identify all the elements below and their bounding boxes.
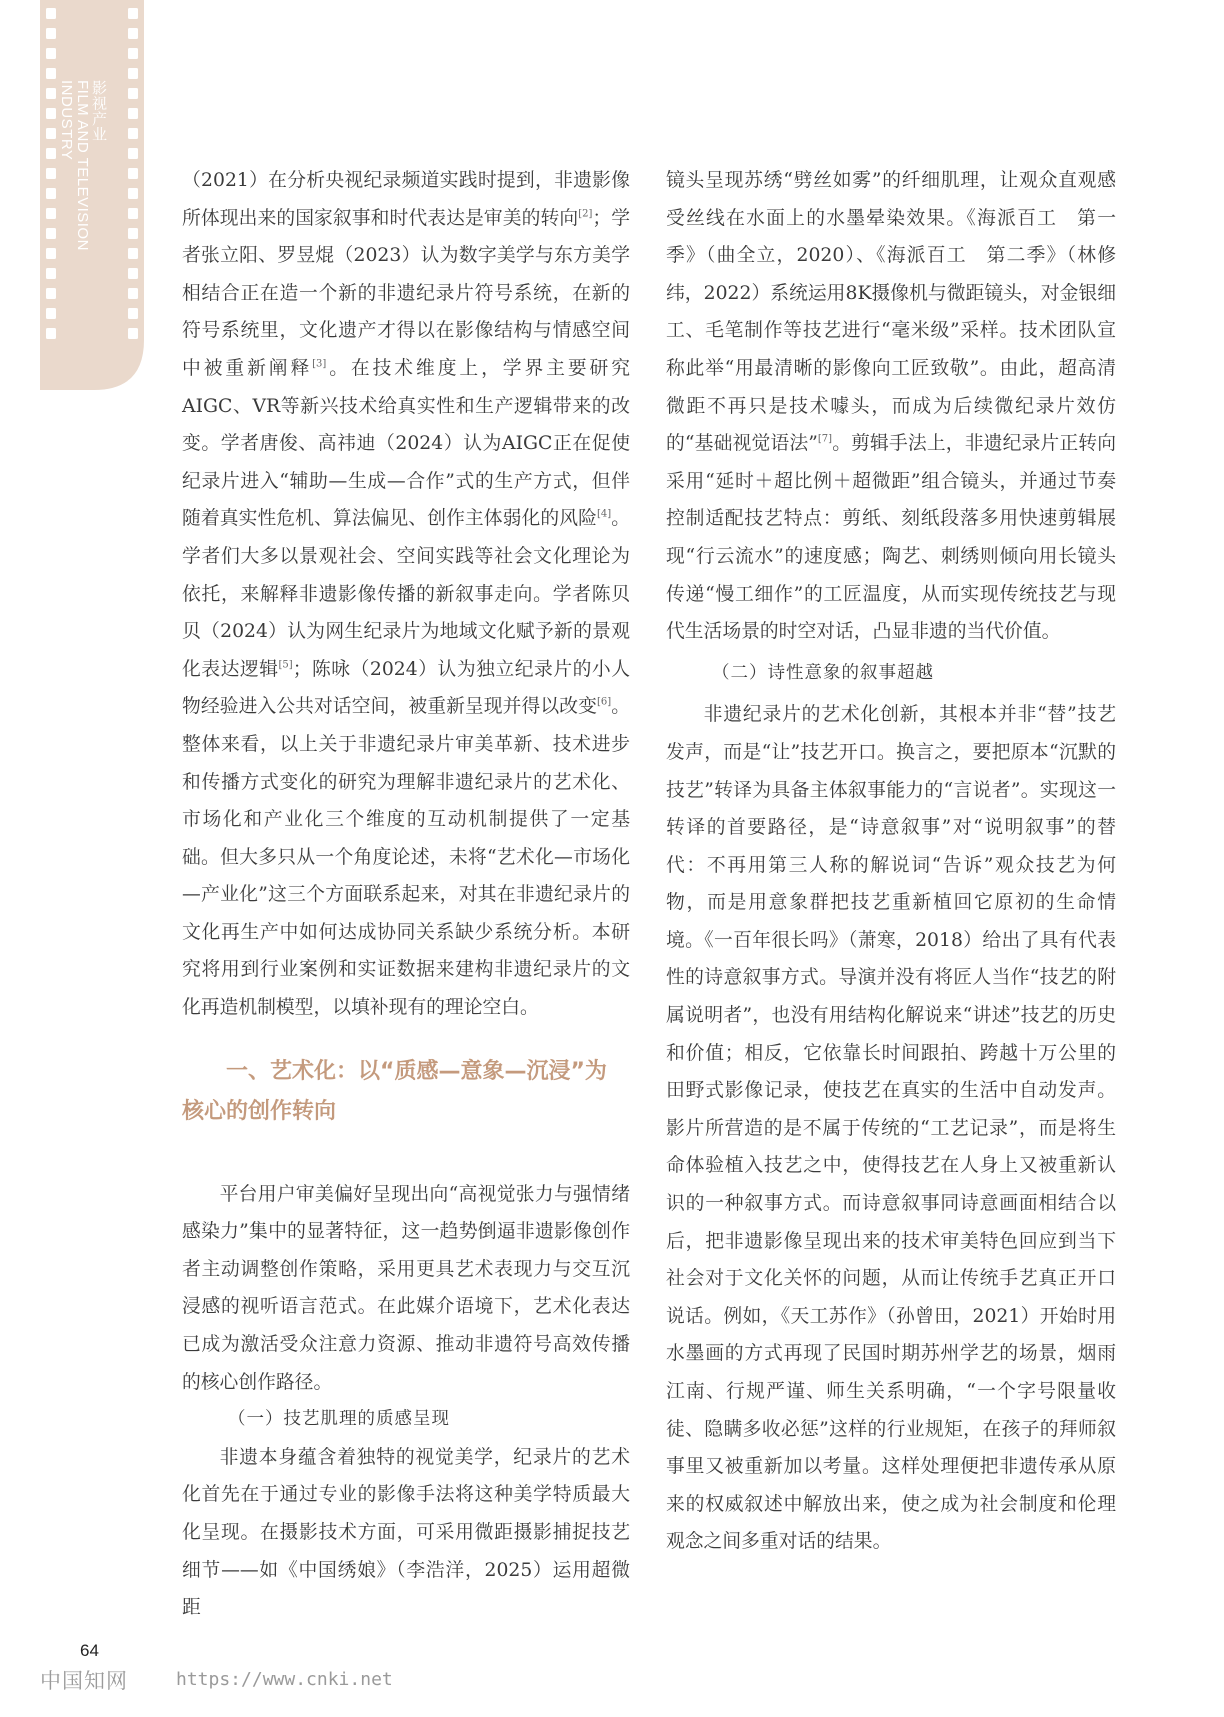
section-label (58, 80, 106, 251)
sprocket-hole (128, 288, 138, 299)
subheading-2: （二）诗性意象的叙事超越 (712, 662, 934, 683)
sprocket-hole (128, 228, 138, 239)
right-paragraph-1 (666, 162, 1116, 651)
section-heading-line-1: 一、艺术化：以“质感—意象—沉浸”为 (226, 1058, 607, 1084)
sprocket-hole (46, 88, 56, 99)
right-column (666, 162, 1116, 1561)
sprocket-hole (128, 8, 138, 19)
section-label-en-2: INDUSTRY (58, 80, 75, 161)
left-column (182, 162, 630, 1627)
sprocket-hole (46, 308, 56, 319)
sprocket-hole (128, 208, 138, 219)
sprocket-hole (46, 8, 56, 19)
text-run: 镜头呈现苏绣“劈丝如雾”的纤细肌理，让观众直观感受丝线在水面上的水墨晕染效果。《海派百工 第一季》（曲全立，2020）、《海派百工 第二季》（林修纬，2022）系统运用8K摄像机与微距镜头，对金银细工、毛笔制作等技艺进行“毫米级”采样。技术团队宣称此举“用最清晰的影像向工匠致敬”。由此，超高清微距不再只是技术噱头，而成为后续微纪录片效仿的“基础视觉语法” (666, 170, 1116, 455)
sprocket-hole (128, 88, 138, 99)
sprocket-hole (46, 168, 56, 179)
sprocket-hole (46, 208, 56, 219)
sprocket-hole (46, 148, 56, 159)
sprocket-hole (46, 268, 56, 279)
text-run: ；陈咏（2024）认为独立纪录片的小人物经验进入公共对话空间，被重新呈现并得以改变 (182, 658, 631, 718)
citation-ref: [7] (817, 433, 833, 445)
left-paragraph-2: 平台用户审美偏好呈现出向“高视觉张力与强情绪感染力”集中的显著特征，这一趋势倒逼非遗影像创作者主动调整创作策略，采用更具艺术表现力与交互沉浸感的视听语言范式。在此媒介语境下，艺术化表达已成为激活受众注意力资源、推动非遗符号高效传播的核心创作路径。 (182, 1183, 630, 1393)
sprocket-hole (128, 148, 138, 159)
sprocket-hole (128, 308, 138, 319)
section-heading (182, 1052, 630, 1132)
sprocket-hole (46, 328, 56, 339)
page-number: 64 (80, 1641, 99, 1660)
sprocket-hole (128, 248, 138, 259)
sprocket-hole (46, 68, 56, 79)
sprocket-hole (128, 48, 138, 59)
sprocket-hole (46, 28, 56, 39)
sprocket-hole (128, 268, 138, 279)
text-run: （2021）在分析央视纪录频道实践时提到，非遗影像所体现出来的国家叙事和时代表达是审美的转向 (182, 170, 630, 229)
right-paragraph-2: 非遗纪录片的艺术化创新，其根本并非“替”技艺发声，而是“让”技艺开口。换言之，要把原本“沉默的技艺”转译为具备主体叙事能力的“言说者”。实现这一转译的首要路径，是“诗意叙事”对“说明叙事”的替代：不再用第三人称的解说词“告诉”观众技艺为何物，而是用意象群把技艺重新植回它原初的生命情境。《一百年很长吗》（萧寒，2018）给出了具有代表性的诗意叙事方式。导演并没有将匠人当作“技艺的附属说明者”，也没有用结构化解说来“讲述”技艺的历史和价值；相反，它依靠长时间跟拍、跨越十万公里的田野式影像记录，使技艺在真实的生活中自动发声。影片所营造的是不属于传统的“工艺记录”，而是将生命体验植入技艺之中，使得技艺在人身上又被重新认识的一种叙事方式。而诗意叙事同诗意画面相结合以后，把非遗影像呈现出来的技术审美特色回应到当下社会对于文化关怀的问题，从而让传统手艺真正开口说话。例如，《天工苏作》（孙曾田，2021）开始时用水墨画的方式再现了民国时期苏州学艺的场景，烟雨江南、行规严谨、师生关系明确，“一个字号限量收徒、隐瞒多收必惩”这样的行业规矩，在孩子的拜师叙事里又被重新加以考量。这样处理便把非遗传承从原来的权威叙述中解放出来，使之成为社会制度和伦理观念之间多重对话的结果。 (666, 704, 1116, 1553)
citation-ref: [6] (596, 697, 612, 709)
text-run: 。在技术维度上，学界主要研究AIGC、VR等新兴技术给真实性和生产逻辑带来的改变。学者唐俊、高祎迪（2024）认为AIGC正在促使纪录片进入“辅助—生成—合作”式的生产方式，但伴随着真实性危机、算法偏见、创作主体弱化的风险 (182, 357, 631, 530)
section-heading-line-2: 核心的创作转向 (182, 1098, 337, 1124)
sprocket-hole (128, 68, 138, 79)
citation-ref: [5] (278, 659, 293, 671)
citation-ref: [4] (596, 509, 612, 521)
citation-ref: [3] (312, 358, 327, 370)
sprocket-hole (46, 288, 56, 299)
text-run: 。整体来看，以上关于非遗纪录片审美革新、技术进步和传播方式变化的研究为理解非遗纪录片的艺术化、市场化和产业化三个维度的互动机制提供了一定基础。但大多只从一个角度论述，未将“艺术化—市场化—产业化”这三个方面联系起来，对其在非遗纪录片的文化再生产中如何达成协同关系缺少系统分析。本研究将用到行业案例和实证数据来建构非遗纪录片的文化再造机制模型，以填补现有的理论空白。 (182, 696, 631, 1019)
sprocket-hole (128, 28, 138, 39)
sprocket-hole (128, 188, 138, 199)
sprocket-hole (46, 128, 56, 139)
section-label-cn: 影视产业 (90, 80, 107, 142)
sprocket-hole (128, 108, 138, 119)
sprocket-hole (46, 248, 56, 259)
cnki-watermark: 中国知网 (40, 1669, 128, 1693)
sprocket-hole (128, 168, 138, 179)
left-paragraph-3: 非遗本身蕴含着独特的视觉美学，纪录片的艺术化首先在于通过专业的影像手法将这种美学特质最大化呈现。在摄影技术方面，可采用微距摄影捕捉技艺细节——如《中国绣娘》（李浩洋，2025）运用超微距 (182, 1446, 630, 1619)
subheading-1: （一）技艺肌理的质感呈现 (228, 1409, 450, 1430)
cnki-url-watermark: https://www.cnki.net (176, 1669, 393, 1690)
sprocket-hole (128, 328, 138, 339)
sprocket-hole (128, 128, 138, 139)
left-paragraph-1 (182, 162, 630, 1027)
sprocket-hole (46, 228, 56, 239)
section-label-en-1: FILM AND TELEVISION (74, 80, 91, 251)
sprocket-hole (46, 48, 56, 59)
sprocket-hole (46, 188, 56, 199)
citation-ref: [2] (578, 208, 593, 220)
text-run: 。学者们大多以景观社会、空间实践等社会文化理论为依托，来解释非遗影像传播的新叙事走向。学者陈贝贝（2024）认为网生纪录片为地域文化赋予新的景观化表达逻辑 (182, 508, 631, 680)
sprocket-hole (46, 108, 56, 119)
text-run: 。剪辑手法上，非遗纪录片正转向采用“延时＋超比例＋超微距”组合镜头，并通过节奏控制适配技艺特点：剪纸、刻纸段落多用快速剪辑展现“行云流水”的速度感；陶艺、刺绣则倾向用长镜头传递“慢工细作”的工匠温度，从而实现传统技艺与现代生活场景的时空对话，凸显非遗的当代价值。 (666, 433, 1117, 643)
text-run: ；学者张立阳、罗昱焜（2023）认为数字美学与东方美学相结合正在造一个新的非遗纪录片符号系统，在新的符号系统里，文化遗产才得以在影像结构与情感空间中被重新阐释 (182, 207, 631, 379)
